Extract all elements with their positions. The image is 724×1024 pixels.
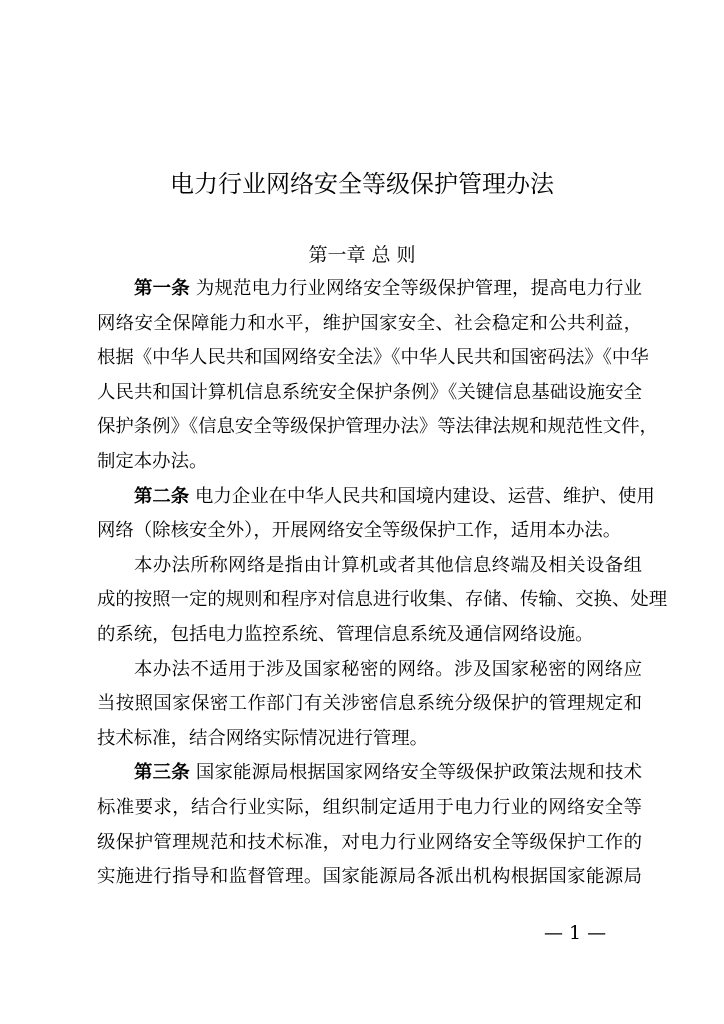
paragraph-line: 本办法所称网络是指由计算机或者其他信息终端及相关设备组 — [134, 554, 642, 576]
paragraph-line: 制定本办法。 — [97, 450, 208, 472]
line-text: 国家能源局根据国家网络安全等级保护政策法规和技术 — [189, 762, 642, 784]
paragraph-line: 级保护管理规范和技术标准，对电力行业网络安全等级保护工作的 — [97, 831, 642, 853]
article-label: 第三条 — [134, 762, 190, 784]
paragraph-line: 本办法不适用于涉及国家秘密的网络。涉及国家秘密的网络应 — [134, 658, 642, 680]
article-label: 第二条 — [134, 485, 190, 507]
paragraph-line — [97, 756, 642, 791]
paragraph-line — [97, 272, 642, 307]
paragraph-line: 实施进行指导和监督管理。国家能源局各派出机构根据国家能源局 — [97, 866, 642, 888]
paragraph-line: 网络安全保障能力和水平，维护国家安全、社会稳定和公共利益， — [97, 312, 642, 334]
paragraph-line — [97, 480, 655, 515]
chapter-heading: 第一章 总 则 — [308, 244, 416, 266]
paragraph-line: 人民共和国计算机信息系统安全保护条例》《关键信息基础设施安全 — [97, 381, 642, 403]
paragraph-line: 保护条例》《信息安全等级保护管理办法》等法律法规和规范性文件， — [97, 416, 658, 438]
line-text: 为规范电力行业网络安全等级保护管理，提高电力行业 — [189, 278, 642, 299]
paragraph-line: 根据《中华人民共和国网络安全法》《中华人民共和国密码法》《中华 — [97, 347, 649, 369]
page-number: — 1 — — [544, 922, 607, 944]
article-label: 第一条 — [134, 278, 190, 299]
paragraph-line: 网络（除核安全外），开展网络安全等级保护工作，适用本办法。 — [97, 520, 622, 542]
body-text — [97, 272, 668, 895]
document-title: 电力行业网络安全等级保护管理办法 — [170, 170, 554, 198]
paragraph-line: 成的按照一定的规则和程序对信息进行收集、存储、传输、交换、处理 — [97, 589, 668, 611]
paragraph-line: 技术标准，结合网络实际情况进行管理。 — [97, 727, 429, 749]
paragraph-line: 标准要求，结合行业实际，组织制定适用于电力行业的网络安全等 — [97, 796, 642, 818]
line-text: 电力企业在中华人民共和国境内建设、运营、维护、使用 — [189, 485, 655, 507]
paragraph-line: 的系统，包括电力监控系统、管理信息系统及通信网络设施。 — [97, 623, 594, 645]
paragraph-line: 当按照国家保密工作部门有关涉密信息系统分级保护的管理规定和 — [97, 693, 642, 715]
